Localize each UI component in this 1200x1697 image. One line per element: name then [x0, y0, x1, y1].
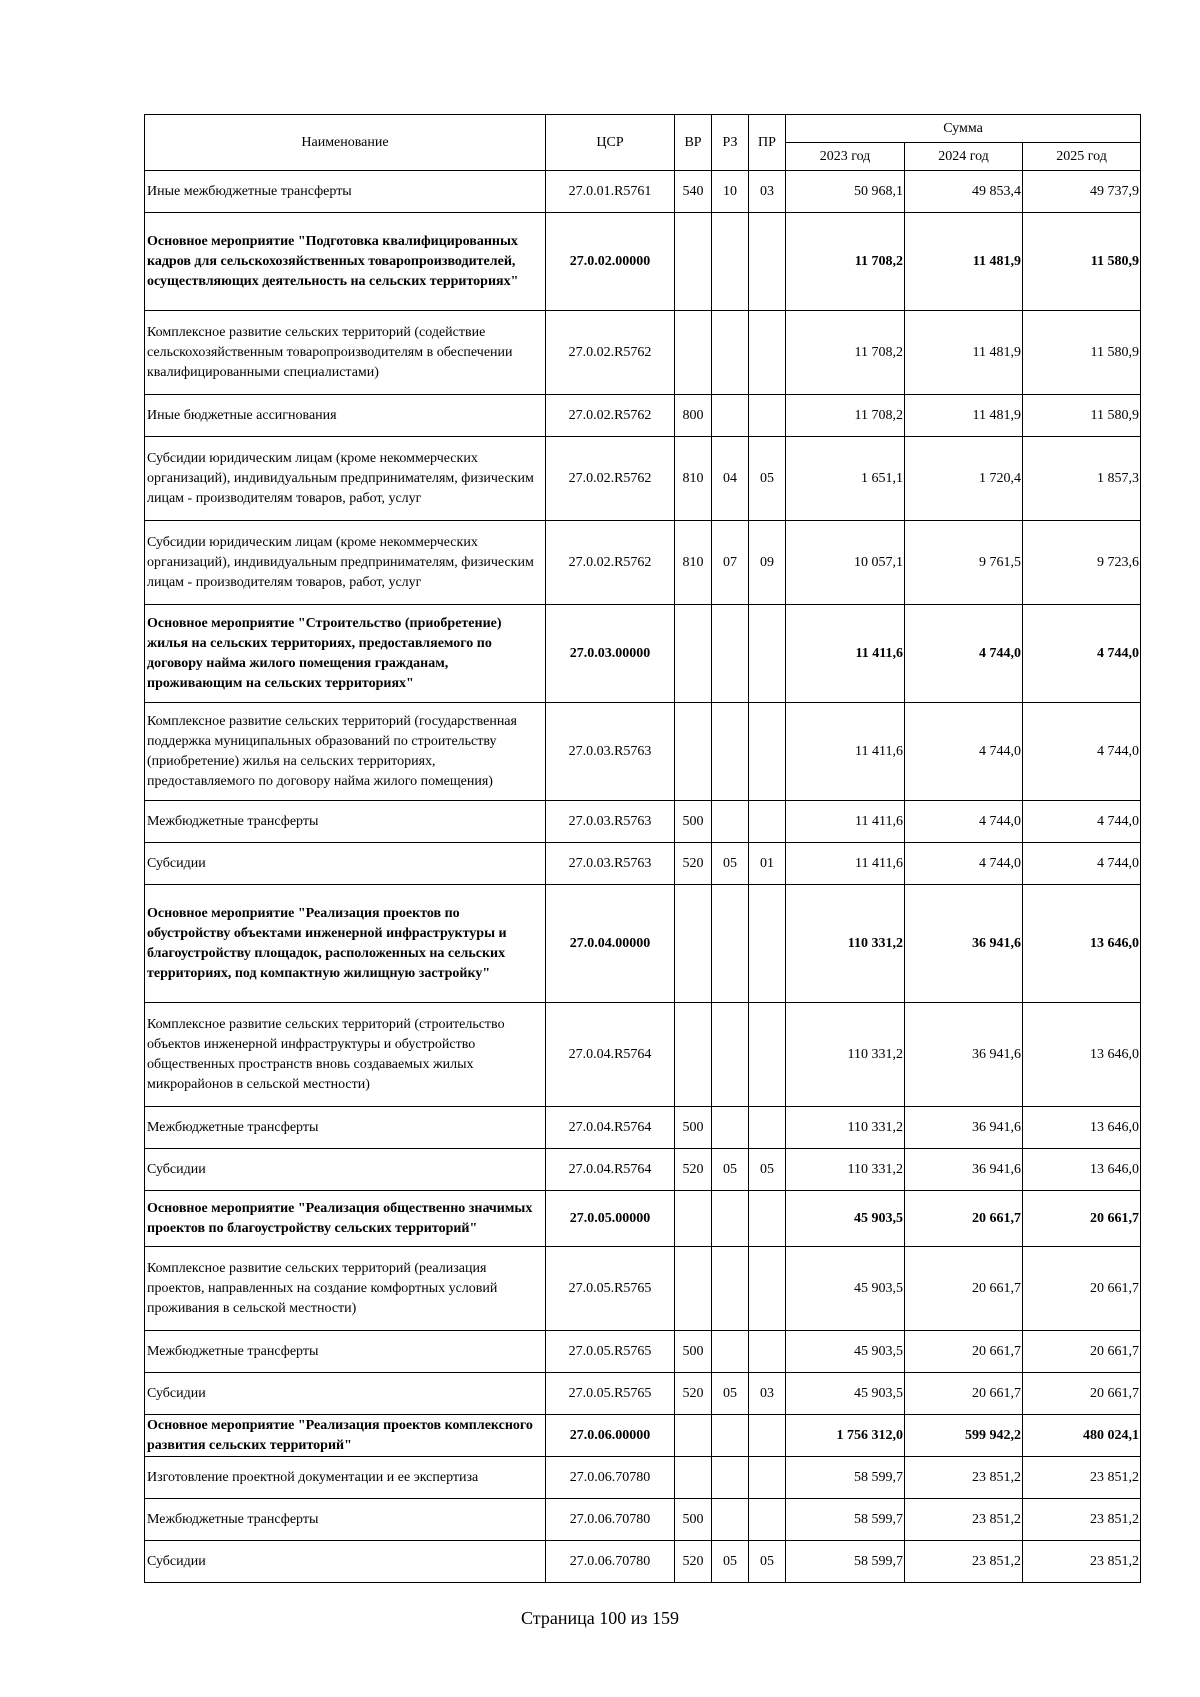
row-sum-2025: 13 646,0 [1023, 885, 1141, 1003]
row-sum-2024: 1 720,4 [905, 437, 1023, 521]
row-sum-2025: 480 024,1 [1023, 1415, 1141, 1457]
table-row [145, 885, 1141, 1003]
row-csr: 27.0.03.00000 [546, 605, 675, 703]
row-pr [749, 311, 786, 395]
row-csr: 27.0.03.R5763 [546, 801, 675, 843]
row-csr: 27.0.01.R5761 [546, 171, 675, 213]
row-sum-2025: 20 661,7 [1023, 1247, 1141, 1331]
table-body [145, 171, 1141, 1583]
row-sum-2025: 13 646,0 [1023, 1003, 1141, 1107]
row-sum-2024: 4 744,0 [905, 843, 1023, 885]
row-name: Иные межбюджетные трансферты [145, 171, 546, 213]
table-row [145, 395, 1141, 437]
row-sum-2025: 11 580,9 [1023, 213, 1141, 311]
row-sum-2024: 4 744,0 [905, 801, 1023, 843]
row-csr: 27.0.05.R5765 [546, 1331, 675, 1373]
table-row [145, 703, 1141, 801]
row-csr: 27.0.05.R5765 [546, 1373, 675, 1415]
row-sum-2025: 11 580,9 [1023, 395, 1141, 437]
row-sum-2023: 110 331,2 [786, 885, 905, 1003]
row-name: Субсидии [145, 843, 546, 885]
row-vr [675, 1191, 712, 1247]
row-sum-2025: 4 744,0 [1023, 605, 1141, 703]
row-sum-2023: 45 903,5 [786, 1247, 905, 1331]
row-rz [712, 395, 749, 437]
header-name: Наименование [145, 115, 546, 171]
row-sum-2024: 36 941,6 [905, 885, 1023, 1003]
row-pr [749, 885, 786, 1003]
row-csr: 27.0.06.00000 [546, 1415, 675, 1457]
row-vr: 520 [675, 1541, 712, 1583]
row-vr: 810 [675, 437, 712, 521]
row-vr [675, 213, 712, 311]
table-row [145, 521, 1141, 605]
row-rz [712, 1415, 749, 1457]
row-csr: 27.0.06.70780 [546, 1457, 675, 1499]
row-sum-2025: 23 851,2 [1023, 1541, 1141, 1583]
row-pr [749, 1415, 786, 1457]
table-row [145, 1149, 1141, 1191]
row-sum-2024: 49 853,4 [905, 171, 1023, 213]
row-pr [749, 1191, 786, 1247]
row-name: Изготовление проектной документации и ее экспертиза [145, 1457, 546, 1499]
table-row [145, 1373, 1141, 1415]
row-csr: 27.0.05.00000 [546, 1191, 675, 1247]
row-csr: 27.0.02.00000 [546, 213, 675, 311]
row-sum-2024: 4 744,0 [905, 605, 1023, 703]
table-row [145, 1541, 1141, 1583]
row-sum-2024: 4 744,0 [905, 703, 1023, 801]
row-csr: 27.0.06.70780 [546, 1499, 675, 1541]
row-pr [749, 801, 786, 843]
row-name: Межбюджетные трансферты [145, 1499, 546, 1541]
table-row [145, 843, 1141, 885]
row-sum-2023: 110 331,2 [786, 1003, 905, 1107]
header-pr: ПР [749, 115, 786, 171]
row-vr: 520 [675, 1149, 712, 1191]
row-sum-2023: 45 903,5 [786, 1191, 905, 1247]
page-number: Страница 100 из 159 [521, 1608, 679, 1628]
row-sum-2023: 58 599,7 [786, 1457, 905, 1499]
row-pr [749, 1499, 786, 1541]
row-vr: 520 [675, 1373, 712, 1415]
row-csr: 27.0.02.R5762 [546, 521, 675, 605]
row-sum-2025: 4 744,0 [1023, 801, 1141, 843]
row-name: Субсидии [145, 1373, 546, 1415]
row-vr: 800 [675, 395, 712, 437]
row-sum-2023: 50 968,1 [786, 171, 905, 213]
row-vr [675, 1457, 712, 1499]
row-vr [675, 1415, 712, 1457]
row-sum-2023: 45 903,5 [786, 1331, 905, 1373]
header-year-2023: 2023 год [786, 143, 905, 171]
row-rz [712, 605, 749, 703]
row-name: Комплексное развитие сельских территорий (содействие сельскохозяйственным товаропроизводителям в обеспечении квалифицированными специалистами) [145, 311, 546, 395]
row-sum-2024: 20 661,7 [905, 1247, 1023, 1331]
row-sum-2024: 23 851,2 [905, 1457, 1023, 1499]
row-rz: 07 [712, 521, 749, 605]
row-pr [749, 1247, 786, 1331]
row-sum-2023: 58 599,7 [786, 1499, 905, 1541]
row-rz [712, 1107, 749, 1149]
row-sum-2023: 11 411,6 [786, 801, 905, 843]
row-pr [749, 213, 786, 311]
row-sum-2023: 110 331,2 [786, 1107, 905, 1149]
row-sum-2023: 1 756 312,0 [786, 1415, 905, 1457]
table-row [145, 1003, 1141, 1107]
row-csr: 27.0.06.70780 [546, 1541, 675, 1583]
table-row [145, 605, 1141, 703]
row-sum-2023: 10 057,1 [786, 521, 905, 605]
row-rz [712, 703, 749, 801]
row-rz: 10 [712, 171, 749, 213]
row-rz [712, 801, 749, 843]
row-csr: 27.0.04.R5764 [546, 1149, 675, 1191]
row-rz: 05 [712, 1149, 749, 1191]
row-vr [675, 1003, 712, 1107]
table-row [145, 1247, 1141, 1331]
row-name: Основное мероприятие "Подготовка квалифицированных кадров для сельскохозяйственных товаропроизводителей, осуществляющих деятельность на сельских территориях" [145, 213, 546, 311]
row-pr: 09 [749, 521, 786, 605]
budget-table [144, 114, 1141, 1583]
table-row [145, 171, 1141, 213]
row-sum-2025: 4 744,0 [1023, 703, 1141, 801]
row-sum-2025: 11 580,9 [1023, 311, 1141, 395]
row-csr: 27.0.02.R5762 [546, 311, 675, 395]
table-row [145, 1331, 1141, 1373]
row-pr: 01 [749, 843, 786, 885]
row-pr: 03 [749, 1373, 786, 1415]
row-vr: 500 [675, 1499, 712, 1541]
row-sum-2023: 110 331,2 [786, 1149, 905, 1191]
row-sum-2024: 11 481,9 [905, 395, 1023, 437]
row-rz: 05 [712, 1373, 749, 1415]
row-sum-2024: 9 761,5 [905, 521, 1023, 605]
row-csr: 27.0.03.R5763 [546, 843, 675, 885]
row-vr: 500 [675, 1331, 712, 1373]
row-pr [749, 703, 786, 801]
row-sum-2023: 11 411,6 [786, 843, 905, 885]
row-name: Межбюджетные трансферты [145, 801, 546, 843]
row-sum-2023: 11 708,2 [786, 395, 905, 437]
row-name: Субсидии [145, 1541, 546, 1583]
row-sum-2025: 20 661,7 [1023, 1331, 1141, 1373]
row-pr [749, 605, 786, 703]
row-pr [749, 1107, 786, 1149]
row-sum-2024: 599 942,2 [905, 1415, 1023, 1457]
row-rz [712, 1191, 749, 1247]
row-sum-2025: 23 851,2 [1023, 1457, 1141, 1499]
row-vr: 520 [675, 843, 712, 885]
row-rz: 05 [712, 1541, 749, 1583]
row-name: Субсидии юридическим лицам (кроме некоммерческих организаций), индивидуальным предпринимателям, физическим лицам - производителям товаров, работ, услуг [145, 521, 546, 605]
row-csr: 27.0.03.R5763 [546, 703, 675, 801]
row-rz [712, 1003, 749, 1107]
row-sum-2023: 11 411,6 [786, 703, 905, 801]
header-year-2024: 2024 год [905, 143, 1023, 171]
row-rz [712, 311, 749, 395]
row-name: Межбюджетные трансферты [145, 1331, 546, 1373]
row-sum-2025: 13 646,0 [1023, 1149, 1141, 1191]
row-sum-2023: 11 708,2 [786, 311, 905, 395]
row-name: Комплексное развитие сельских территорий (реализация проектов, направленных на создание комфортных условий проживания в сельской местности) [145, 1247, 546, 1331]
row-sum-2025: 4 744,0 [1023, 843, 1141, 885]
row-sum-2024: 20 661,7 [905, 1331, 1023, 1373]
header-year-2025: 2025 год [1023, 143, 1141, 171]
row-name: Субсидии [145, 1149, 546, 1191]
row-sum-2023: 58 599,7 [786, 1541, 905, 1583]
row-rz [712, 1457, 749, 1499]
row-vr [675, 605, 712, 703]
header-rz: РЗ [712, 115, 749, 171]
row-vr: 500 [675, 1107, 712, 1149]
row-vr [675, 311, 712, 395]
row-name: Иные бюджетные ассигнования [145, 395, 546, 437]
row-pr: 05 [749, 1149, 786, 1191]
row-vr: 810 [675, 521, 712, 605]
header-csr: ЦСР [546, 115, 675, 171]
row-sum-2025: 23 851,2 [1023, 1499, 1141, 1541]
row-pr [749, 1003, 786, 1107]
row-pr [749, 1331, 786, 1373]
row-rz [712, 1247, 749, 1331]
table-row [145, 1457, 1141, 1499]
row-name: Межбюджетные трансферты [145, 1107, 546, 1149]
row-rz [712, 885, 749, 1003]
row-name: Основное мероприятие "Реализация общественно значимых проектов по благоустройству сельских территорий" [145, 1191, 546, 1247]
row-pr [749, 395, 786, 437]
row-csr: 27.0.04.00000 [546, 885, 675, 1003]
row-vr [675, 1247, 712, 1331]
table-row [145, 1107, 1141, 1149]
row-sum-2024: 23 851,2 [905, 1541, 1023, 1583]
row-sum-2025: 1 857,3 [1023, 437, 1141, 521]
row-sum-2023: 1 651,1 [786, 437, 905, 521]
row-name: Основное мероприятие "Строительство (приобретение) жилья на сельских территориях, предоставляемого по договору найма жилого помещения гражданам, проживающим на сельских территориях" [145, 605, 546, 703]
row-sum-2024: 11 481,9 [905, 311, 1023, 395]
row-rz [712, 1331, 749, 1373]
table-row [145, 801, 1141, 843]
row-sum-2024: 20 661,7 [905, 1191, 1023, 1247]
row-vr [675, 885, 712, 1003]
row-pr [749, 1457, 786, 1499]
row-sum-2024: 20 661,7 [905, 1373, 1023, 1415]
header-vr: ВР [675, 115, 712, 171]
row-sum-2025: 20 661,7 [1023, 1191, 1141, 1247]
row-sum-2023: 45 903,5 [786, 1373, 905, 1415]
row-name: Основное мероприятие "Реализация проектов комплексного развития сельских территорий" [145, 1415, 546, 1457]
table-row [145, 437, 1141, 521]
table-row [145, 1499, 1141, 1541]
row-vr: 540 [675, 171, 712, 213]
row-rz: 05 [712, 843, 749, 885]
row-sum-2023: 11 708,2 [786, 213, 905, 311]
row-rz: 04 [712, 437, 749, 521]
table-row [145, 1191, 1141, 1247]
row-name: Основное мероприятие "Реализация проектов по обустройству объектами инженерной инфраструктуры и благоустройству площадок, расположенных на сельских территориях, под компактную жилищную застройку" [145, 885, 546, 1003]
row-name: Субсидии юридическим лицам (кроме некоммерческих организаций), индивидуальным предпринимателям, физическим лицам - производителям товаров, работ, услуг [145, 437, 546, 521]
header-sum: Сумма [786, 115, 1141, 143]
row-csr: 27.0.02.R5762 [546, 395, 675, 437]
row-rz [712, 1499, 749, 1541]
row-sum-2025: 49 737,9 [1023, 171, 1141, 213]
row-pr: 05 [749, 1541, 786, 1583]
row-name: Комплексное развитие сельских территорий (государственная поддержка муниципальных образований по строительству (приобретение) жилья на сельских территориях, предоставляемого по договору найма жилого помещения) [145, 703, 546, 801]
table-row [145, 213, 1141, 311]
row-sum-2025: 20 661,7 [1023, 1373, 1141, 1415]
row-csr: 27.0.04.R5764 [546, 1003, 675, 1107]
row-csr: 27.0.05.R5765 [546, 1247, 675, 1331]
row-pr: 05 [749, 437, 786, 521]
row-pr: 03 [749, 171, 786, 213]
table-row [145, 311, 1141, 395]
row-sum-2025: 13 646,0 [1023, 1107, 1141, 1149]
row-sum-2024: 36 941,6 [905, 1107, 1023, 1149]
row-sum-2024: 36 941,6 [905, 1149, 1023, 1191]
row-sum-2024: 36 941,6 [905, 1003, 1023, 1107]
row-csr: 27.0.04.R5764 [546, 1107, 675, 1149]
row-sum-2024: 23 851,2 [905, 1499, 1023, 1541]
row-sum-2023: 11 411,6 [786, 605, 905, 703]
row-vr: 500 [675, 801, 712, 843]
row-sum-2024: 11 481,9 [905, 213, 1023, 311]
row-csr: 27.0.02.R5762 [546, 437, 675, 521]
row-rz [712, 213, 749, 311]
row-name: Комплексное развитие сельских территорий (строительство объектов инженерной инфраструктуры и обустройство общественных пространств вновь создаваемых жилых микрорайонов в сельской местности) [145, 1003, 546, 1107]
table-row [145, 1415, 1141, 1457]
row-vr [675, 703, 712, 801]
row-sum-2025: 9 723,6 [1023, 521, 1141, 605]
